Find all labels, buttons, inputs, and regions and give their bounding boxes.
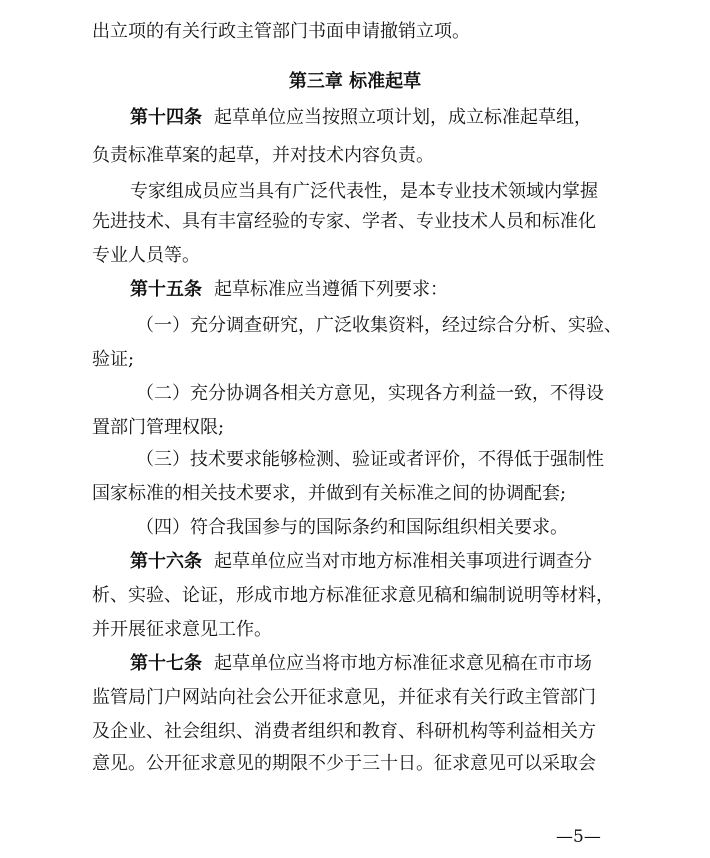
requirement-2-line1: （二）充分协调各相关方意见，实现各方利益一致，不得设	[136, 383, 604, 404]
expert-line2: 先进技术、具有丰富经验的专家、学者、专业技术人员和标准化	[92, 211, 596, 232]
requirement-4-line1: （四）符合我国参与的国际条约和国际组织相关要求。	[136, 517, 568, 538]
requirement-1-line2: 验证;	[92, 349, 135, 370]
article17-label: 第十七条	[130, 653, 202, 674]
chapter-title: 第三章 标准起草	[288, 71, 422, 92]
requirement-2-line2: 置部门管理权限;	[92, 417, 225, 438]
article16-label: 第十六条	[130, 551, 202, 572]
article15-label: 第十五条	[130, 279, 202, 300]
article14-label: 第十四条	[130, 107, 202, 128]
requirement-1-line1: （一）充分调查研究，广泛收集资料，经过综合分析、实验、	[136, 315, 622, 336]
requirement-3-line1: （三）技术要求能够检测、验证或者评价，不得低于强制性	[136, 449, 604, 470]
article17-line4: 意见。公开征求意见的期限不少于三十日。征求意见可以采取会	[92, 753, 596, 774]
page-number: —5—	[556, 827, 601, 847]
expert-line1: 专家组成员应当具有广泛代表性，是本专业技术领域内掌握	[130, 181, 598, 202]
article17-line3: 及企业、社会组织、消费者组织和教育、科研机构等利益相关方	[92, 721, 596, 742]
article17-line1	[0, 652, 710, 676]
article15-text: 起草标准应当遵循下列要求：	[214, 279, 448, 300]
requirement-3-line2: 国家标准的相关技术要求，并做到有关标准之间的协调配套;	[92, 483, 567, 504]
article16-line1	[0, 550, 710, 574]
article16-text-line1: 起草单位应当对市地方标准相关事项进行调查分	[214, 551, 592, 572]
opening-line: 出立项的有关行政主管部门书面申请撤销立项。	[92, 21, 470, 42]
article17-text-line1: 起草单位应当将市地方标准征求意见稿在市市场	[214, 653, 592, 674]
article17-line2: 监管局门户网站向社会公开征求意见，并征求有关行政主管部门	[92, 687, 596, 708]
article14-line2: 负责标准草案的起草，并对技术内容负责。	[92, 145, 434, 166]
article15-line	[0, 278, 710, 302]
article14-text-line1: 起草单位应当按照立项计划，成立标准起草组，	[214, 107, 592, 128]
article16-line2: 析、实验、论证，形成市地方标准征求意见稿和编制说明等材料，	[92, 585, 614, 606]
article16-line3: 并开展征求意见工作。	[92, 619, 272, 640]
expert-line3: 专业人员等。	[92, 245, 200, 266]
article14-line1	[0, 106, 710, 130]
